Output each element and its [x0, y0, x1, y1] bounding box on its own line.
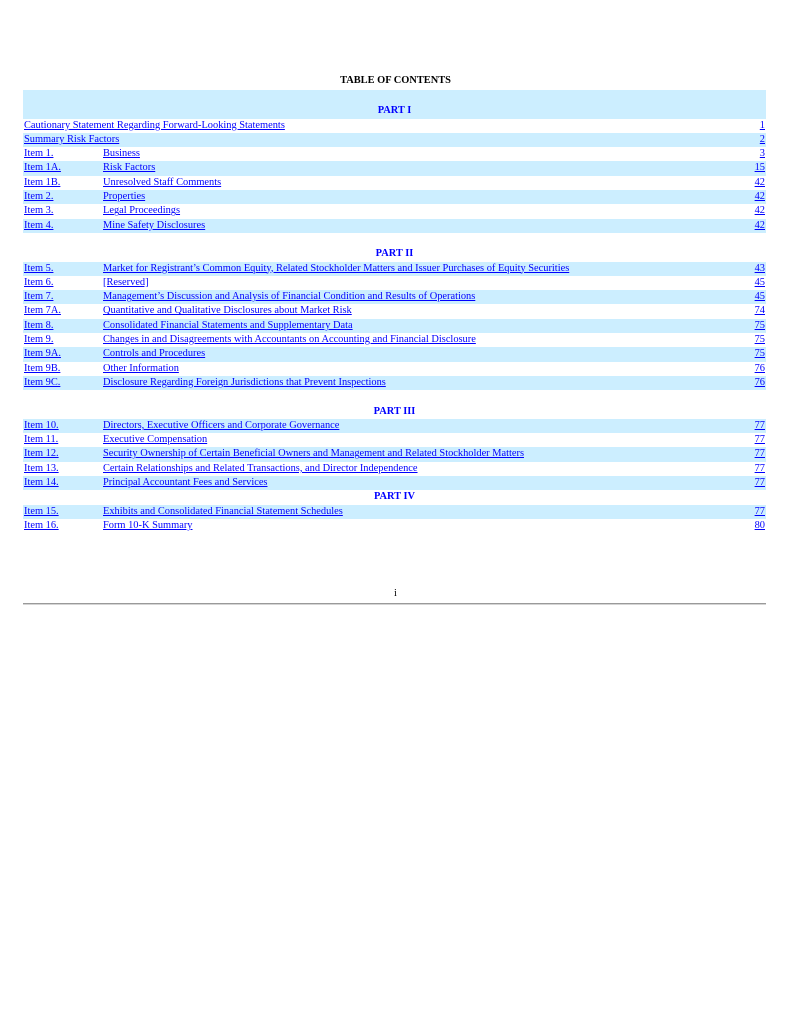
item-11-number-link[interactable]: Item 11. — [24, 434, 59, 446]
page-number: i — [394, 588, 397, 599]
item-1b-number-link[interactable]: Item 1B. — [24, 176, 61, 188]
item-7-number-link[interactable]: Item 7. — [24, 291, 54, 303]
item-1a-title-link[interactable]: Risk Factors — [103, 162, 156, 174]
item-14-title-link[interactable]: Principal Accountant Fees and Services — [103, 477, 268, 489]
item-10-number-link[interactable]: Item 10. — [24, 419, 59, 431]
toc-row-item-4 — [23, 219, 766, 233]
item-9b-number-link[interactable]: Item 9B. — [24, 362, 61, 374]
item-4-page-link[interactable]: 42 — [754, 219, 765, 231]
item-16-title-link[interactable]: Form 10-K Summary — [103, 519, 193, 531]
toc-row-item-11 — [23, 433, 766, 447]
toc-row-item-2 — [23, 190, 766, 204]
item-5-number-link[interactable]: Item 5. — [24, 262, 54, 274]
item-13-page-link[interactable]: 77 — [754, 462, 765, 474]
item-9b-page-link[interactable]: 76 — [754, 362, 765, 374]
toc-row-item-12 — [23, 447, 766, 461]
item-8-title-link[interactable]: Consolidated Financial Statements and Supplementary Data — [103, 319, 353, 331]
item-15-page-link[interactable]: 77 — [754, 505, 765, 517]
toc-spacer-row — [23, 90, 766, 104]
item-16-number-link[interactable]: Item 16. — [24, 519, 59, 531]
item-9a-title-link[interactable]: Controls and Procedures — [103, 348, 206, 360]
cautionary-statement-page-link[interactable]: 1 — [759, 119, 765, 131]
item-15-title-link[interactable]: Exhibits and Consolidated Financial Statement Schedules — [103, 505, 343, 517]
item-15-number-link[interactable]: Item 15. — [24, 505, 59, 517]
toc-row-item-16 — [23, 519, 766, 533]
item-12-title-link[interactable]: Security Ownership of Certain Beneficial Owners and Management and Related Stockholder Matters — [103, 448, 524, 460]
toc-row-item-5 — [23, 262, 766, 276]
item-1-number-link[interactable]: Item 1. — [24, 148, 54, 160]
item-4-title-link[interactable]: Mine Safety Disclosures — [103, 219, 206, 231]
item-2-title-link[interactable]: Properties — [103, 191, 146, 203]
item-9-number-link[interactable]: Item 9. — [24, 334, 54, 346]
item-6-page-link[interactable]: 45 — [754, 276, 765, 288]
page-divider — [23, 603, 766, 605]
item-9-page-link[interactable]: 75 — [754, 334, 765, 346]
toc-row-item-13 — [23, 462, 766, 476]
item-1a-page-link[interactable]: 15 — [754, 162, 765, 174]
item-9a-number-link[interactable]: Item 9A. — [24, 348, 61, 360]
item-3-page-link[interactable]: 42 — [754, 205, 765, 217]
part-2-heading-row — [23, 247, 766, 261]
toc-spacer-row — [23, 390, 766, 404]
summary-risk-factors-link[interactable]: Summary Risk Factors — [24, 133, 120, 145]
item-12-page-link[interactable]: 77 — [754, 448, 765, 460]
item-1a-number-link[interactable]: Item 1A. — [24, 162, 61, 174]
item-9a-page-link[interactable]: 75 — [754, 348, 765, 360]
part-3-heading-row — [23, 405, 766, 419]
item-7a-page-link[interactable]: 74 — [754, 305, 765, 317]
item-8-page-link[interactable]: 75 — [754, 319, 765, 331]
item-1b-title-link[interactable]: Unresolved Staff Comments — [103, 176, 222, 188]
toc-row-item-1a — [23, 161, 766, 175]
part-2-heading: PART II — [375, 248, 414, 260]
toc-row-item-7 — [23, 290, 766, 304]
toc-row-item-1 — [23, 147, 766, 161]
toc-row-item-10 — [23, 419, 766, 433]
item-8-number-link[interactable]: Item 8. — [24, 319, 54, 331]
table-of-contents — [23, 90, 766, 533]
item-12-number-link[interactable]: Item 12. — [24, 448, 59, 460]
item-13-title-link[interactable]: Certain Relationships and Related Transactions, and Director Independence — [103, 462, 418, 474]
part-1-heading-row — [23, 104, 766, 118]
item-9c-page-link[interactable]: 76 — [754, 376, 765, 388]
item-2-page-link[interactable]: 42 — [754, 191, 765, 203]
toc-row-item-9c — [23, 376, 766, 390]
item-3-title-link[interactable]: Legal Proceedings — [103, 205, 181, 217]
toc-row-item-9 — [23, 333, 766, 347]
toc-row-item-14 — [23, 476, 766, 490]
item-10-page-link[interactable]: 77 — [754, 419, 765, 431]
toc-spacer-row — [23, 233, 766, 247]
item-13-number-link[interactable]: Item 13. — [24, 462, 59, 474]
item-1-page-link[interactable]: 3 — [759, 148, 765, 160]
item-7a-number-link[interactable]: Item 7A. — [24, 305, 61, 317]
toc-row-item-1b — [23, 176, 766, 190]
item-5-page-link[interactable]: 43 — [754, 262, 765, 274]
item-10-title-link[interactable]: Directors, Executive Officers and Corporate Governance — [103, 419, 340, 431]
item-4-number-link[interactable]: Item 4. — [24, 219, 54, 231]
item-6-title-link[interactable]: [Reserved] — [103, 276, 149, 288]
item-14-page-link[interactable]: 77 — [754, 477, 765, 489]
toc-row-item-15 — [23, 505, 766, 519]
item-1b-page-link[interactable]: 42 — [754, 176, 765, 188]
toc-row-item-9b — [23, 362, 766, 376]
toc-row-item-7a — [23, 304, 766, 318]
item-9c-title-link[interactable]: Disclosure Regarding Foreign Jurisdictions that Prevent Inspections — [103, 376, 386, 388]
part-3-heading: PART III — [373, 405, 416, 417]
item-9b-title-link[interactable]: Other Information — [103, 362, 179, 374]
toc-row-item-9a — [23, 347, 766, 361]
part-4-heading: PART IV — [373, 491, 416, 503]
item-5-title-link[interactable]: Market for Registrant’s Common Equity, Related Stockholder Matters and Issuer Purchases of Equity Securities — [103, 262, 570, 274]
toc-row-item-3 — [23, 204, 766, 218]
toc-row-item-6 — [23, 276, 766, 290]
item-6-number-link[interactable]: Item 6. — [24, 276, 54, 288]
toc-row-summary-risk-factors — [23, 133, 766, 147]
item-1-title-link[interactable]: Business — [103, 148, 140, 160]
item-11-title-link[interactable]: Executive Compensation — [103, 434, 208, 446]
item-14-number-link[interactable]: Item 14. — [24, 477, 59, 489]
item-9c-number-link[interactable]: Item 9C. — [24, 376, 61, 388]
part-1-heading: PART I — [377, 105, 412, 117]
item-7-page-link[interactable]: 45 — [754, 291, 765, 303]
summary-risk-factors-page-link[interactable]: 2 — [759, 133, 765, 145]
item-7-title-link[interactable]: Management’s Discussion and Analysis of Financial Condition and Results of Operations — [103, 291, 476, 303]
item-3-number-link[interactable]: Item 3. — [24, 205, 54, 217]
toc-row-cautionary-statement — [23, 119, 766, 133]
item-11-page-link[interactable]: 77 — [754, 434, 765, 446]
part-4-heading-row — [23, 490, 766, 504]
item-16-page-link[interactable]: 80 — [754, 519, 765, 531]
cautionary-statement-link[interactable]: Cautionary Statement Regarding Forward-Looking Statements — [24, 119, 285, 131]
item-7a-title-link[interactable]: Quantitative and Qualitative Disclosures about Market Risk — [103, 305, 352, 317]
toc-row-item-8 — [23, 319, 766, 333]
item-9-title-link[interactable]: Changes in and Disagreements with Accountants on Accounting and Financial Disclosure — [103, 334, 476, 346]
item-2-number-link[interactable]: Item 2. — [24, 191, 54, 203]
document-title: TABLE OF CONTENTS — [340, 75, 451, 86]
